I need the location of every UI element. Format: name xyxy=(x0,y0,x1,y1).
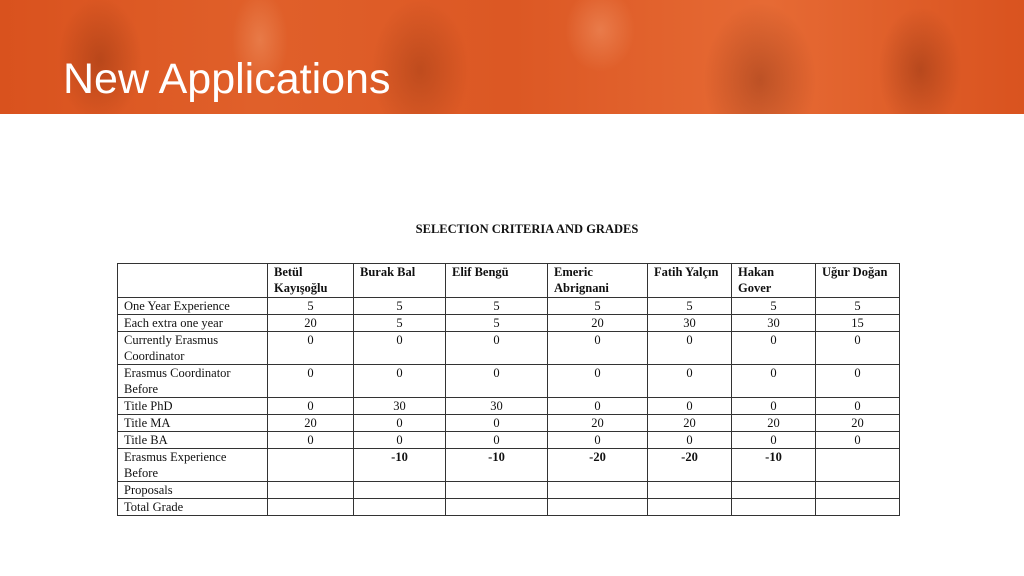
grade-cell: 0 xyxy=(354,415,446,432)
table-row xyxy=(118,332,900,365)
grade-cell xyxy=(268,449,354,482)
row-label: One Year Experience xyxy=(118,298,268,315)
grade-cell xyxy=(548,499,648,516)
grade-cell: 0 xyxy=(816,332,900,365)
grade-cell: 0 xyxy=(816,365,900,398)
row-label: Title MA xyxy=(118,415,268,432)
grade-cell: 0 xyxy=(354,332,446,365)
grade-cell: 20 xyxy=(268,315,354,332)
grade-cell: 30 xyxy=(354,398,446,415)
grade-cell: 0 xyxy=(268,365,354,398)
grade-cell: 0 xyxy=(816,432,900,449)
row-label: Erasmus Coordinator Before xyxy=(118,365,268,398)
grade-cell: 5 xyxy=(548,298,648,315)
table-row xyxy=(118,449,900,482)
grade-cell: 0 xyxy=(446,332,548,365)
grade-cell: 5 xyxy=(446,298,548,315)
row-label: Currently Erasmus Coordinator xyxy=(118,332,268,365)
table-row xyxy=(118,365,900,398)
grade-cell: 0 xyxy=(548,365,648,398)
column-header: Uğur Doğan xyxy=(816,264,900,298)
grade-cell: 0 xyxy=(732,332,816,365)
grade-cell: 0 xyxy=(548,432,648,449)
row-label: Erasmus Experience Before xyxy=(118,449,268,482)
grade-cell: 0 xyxy=(816,398,900,415)
table-corner-cell xyxy=(118,264,268,298)
grade-cell: -10 xyxy=(354,449,446,482)
grade-cell: 20 xyxy=(268,415,354,432)
grade-cell: 20 xyxy=(548,315,648,332)
grade-cell: 0 xyxy=(548,398,648,415)
grade-cell: 5 xyxy=(446,315,548,332)
grade-cell: 0 xyxy=(732,398,816,415)
table-row xyxy=(118,415,900,432)
grade-cell xyxy=(268,482,354,499)
grade-cell xyxy=(816,449,900,482)
grade-cell: 30 xyxy=(732,315,816,332)
grade-cell: 5 xyxy=(648,298,732,315)
column-header: Emeric Abrignani xyxy=(548,264,648,298)
grade-cell: 20 xyxy=(816,415,900,432)
row-label: Title BA xyxy=(118,432,268,449)
grade-cell xyxy=(354,482,446,499)
slide-title: New Applications xyxy=(63,55,391,103)
grade-cell: 5 xyxy=(816,298,900,315)
table-row xyxy=(118,482,900,499)
grade-cell: 5 xyxy=(354,315,446,332)
grade-cell: 30 xyxy=(446,398,548,415)
grade-cell: -10 xyxy=(732,449,816,482)
table-row xyxy=(118,432,900,449)
grade-cell: 0 xyxy=(446,365,548,398)
grade-cell: 0 xyxy=(732,432,816,449)
grade-cell: 0 xyxy=(648,398,732,415)
grade-cell: -20 xyxy=(548,449,648,482)
grade-cell xyxy=(446,499,548,516)
grade-cell: 0 xyxy=(548,332,648,365)
grade-cell: 0 xyxy=(648,365,732,398)
grade-cell: 0 xyxy=(446,432,548,449)
grade-cell xyxy=(648,499,732,516)
column-header: Fatih Yalçın xyxy=(648,264,732,298)
grade-cell: 30 xyxy=(648,315,732,332)
grade-cell: 0 xyxy=(648,432,732,449)
grade-cell: -20 xyxy=(648,449,732,482)
grade-cell: 0 xyxy=(732,365,816,398)
grade-cell xyxy=(816,482,900,499)
grade-cell: 5 xyxy=(732,298,816,315)
grade-cell: -10 xyxy=(446,449,548,482)
row-label: Total Grade xyxy=(118,499,268,516)
row-label: Proposals xyxy=(118,482,268,499)
table-row xyxy=(118,398,900,415)
table-caption: SELECTION CRITERIA AND GRADES xyxy=(415,222,639,236)
selection-criteria-table xyxy=(117,263,900,516)
grade-cell: 20 xyxy=(548,415,648,432)
grade-cell: 0 xyxy=(648,332,732,365)
column-header: Hakan Gover xyxy=(732,264,816,298)
grade-cell xyxy=(816,499,900,516)
header-banner xyxy=(0,0,1024,114)
column-header: Burak Bal xyxy=(354,264,446,298)
row-label: Each extra one year xyxy=(118,315,268,332)
grade-cell: 15 xyxy=(816,315,900,332)
table-header-row xyxy=(118,264,900,298)
row-label: Title PhD xyxy=(118,398,268,415)
table-row xyxy=(118,499,900,516)
grade-cell: 5 xyxy=(354,298,446,315)
column-header: Elif Bengü xyxy=(446,264,548,298)
grade-cell: 0 xyxy=(268,398,354,415)
grade-cell: 0 xyxy=(446,415,548,432)
grade-cell: 0 xyxy=(354,365,446,398)
column-header: Betül Kayışoğlu xyxy=(268,264,354,298)
grade-cell xyxy=(268,499,354,516)
grade-cell: 20 xyxy=(732,415,816,432)
table-row xyxy=(118,315,900,332)
grade-cell: 20 xyxy=(648,415,732,432)
grade-cell: 0 xyxy=(354,432,446,449)
grade-cell xyxy=(446,482,548,499)
grade-cell xyxy=(354,499,446,516)
grade-cell: 0 xyxy=(268,332,354,365)
grade-cell xyxy=(548,482,648,499)
grade-cell: 5 xyxy=(268,298,354,315)
table-row xyxy=(118,298,900,315)
grade-cell xyxy=(648,482,732,499)
grade-cell xyxy=(732,482,816,499)
grade-cell xyxy=(732,499,816,516)
grade-cell: 0 xyxy=(268,432,354,449)
